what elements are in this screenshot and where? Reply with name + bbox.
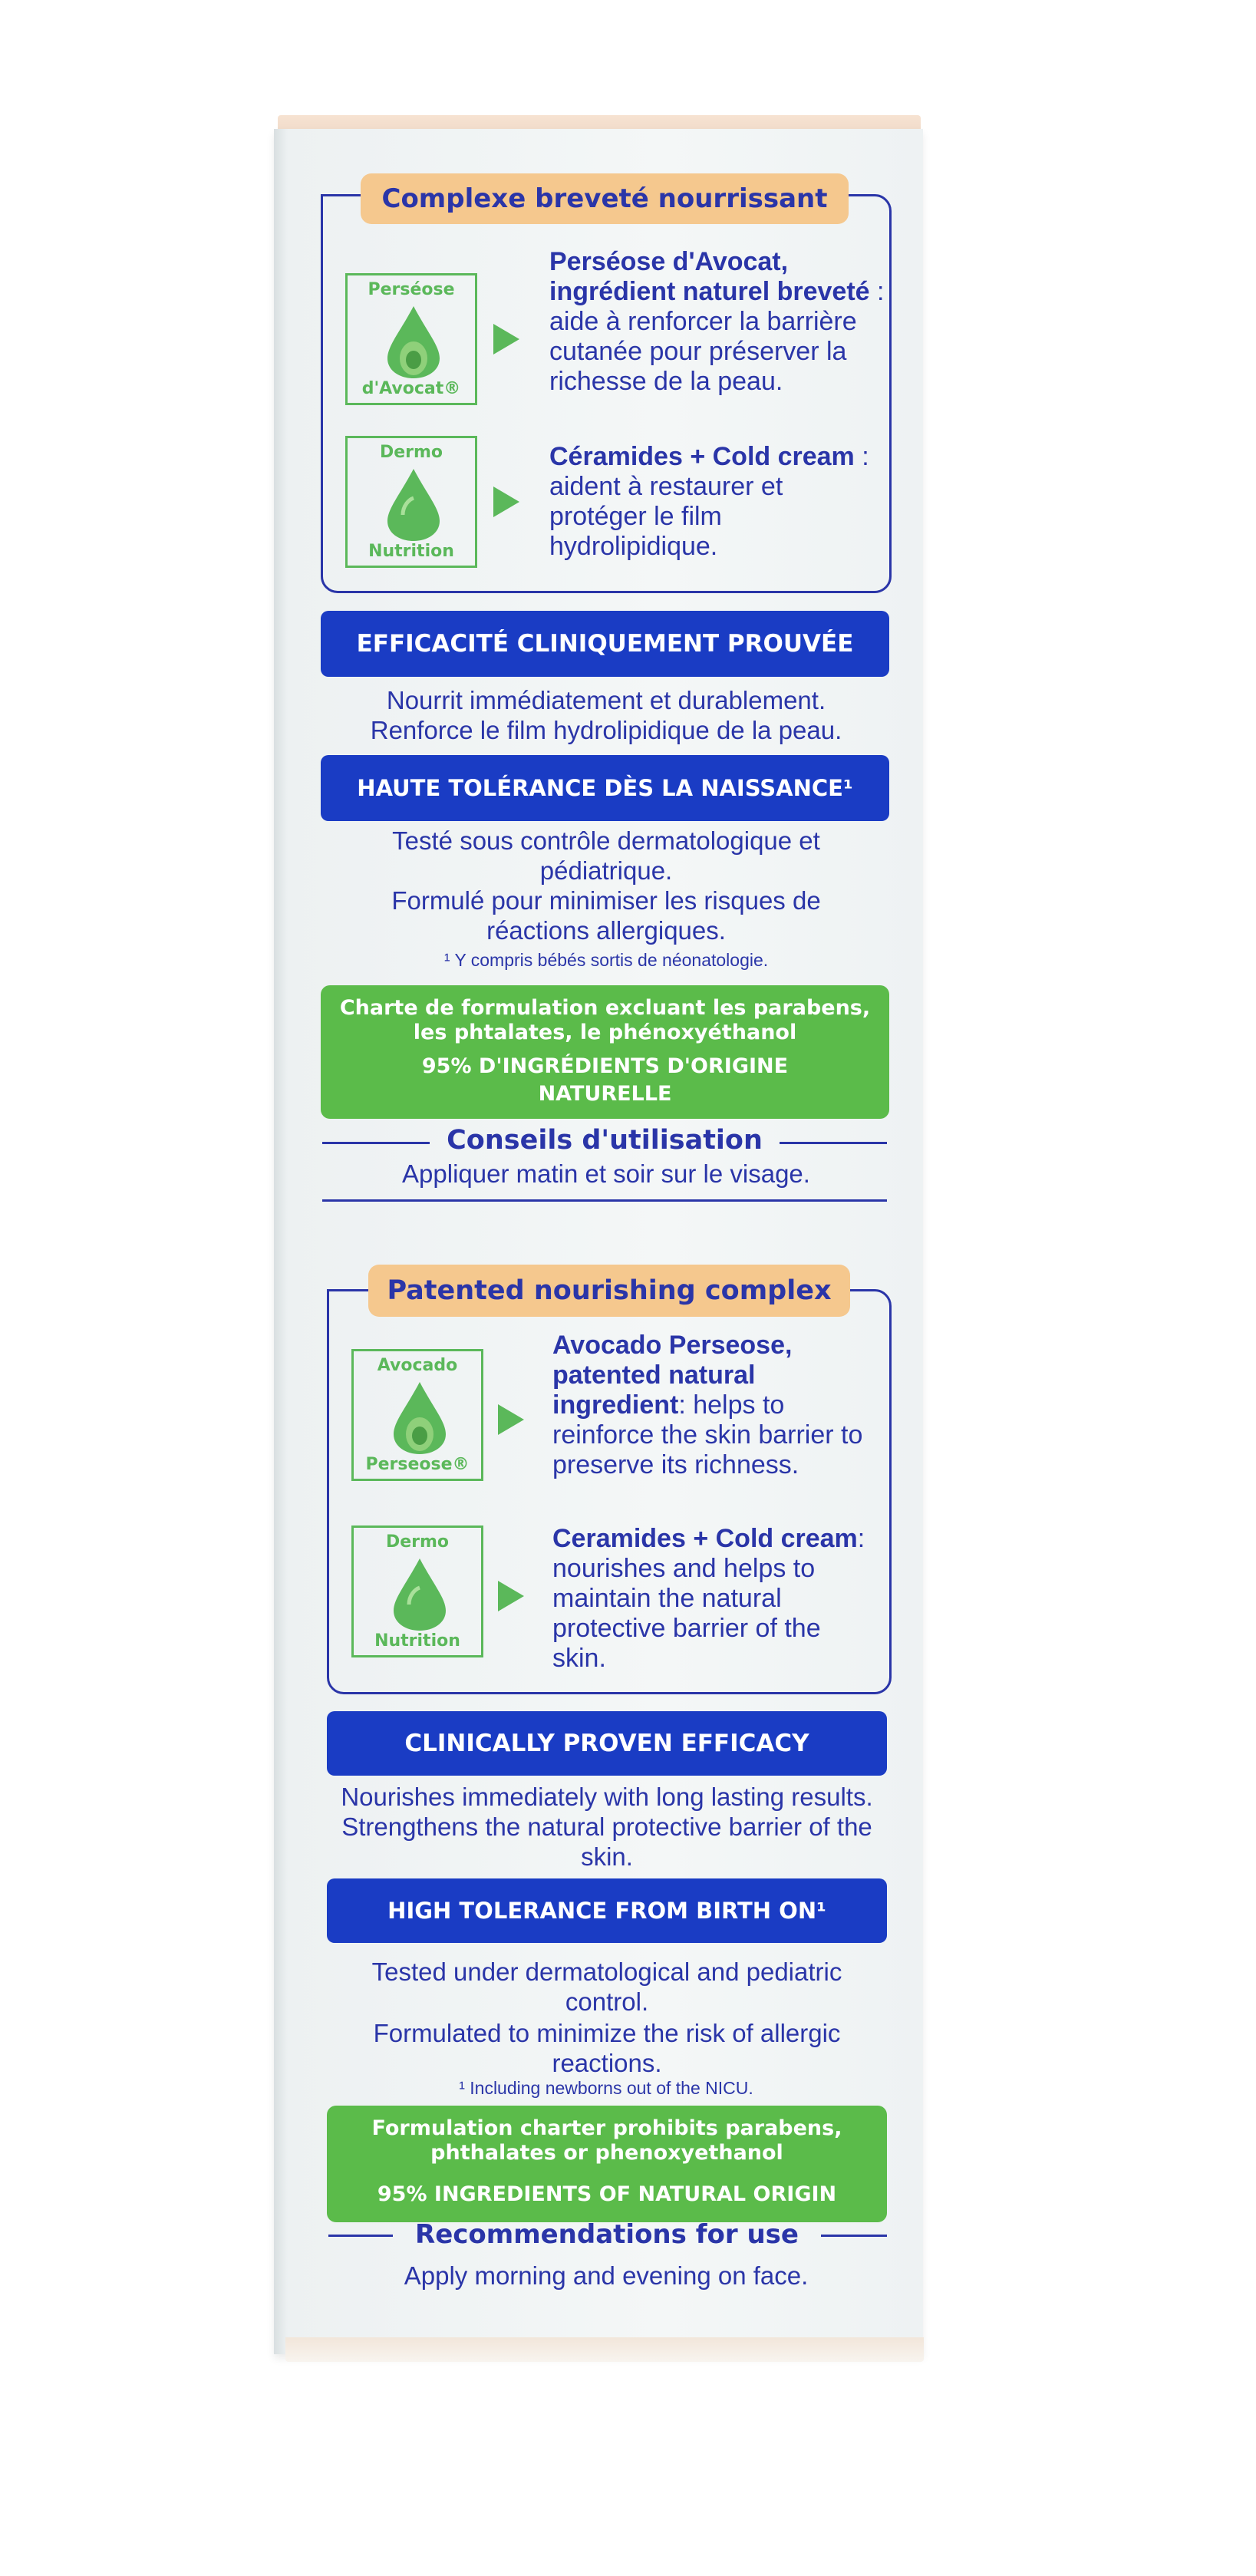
fr-badge-avocat [345,273,477,405]
en-badge-avocado [351,1349,483,1481]
fr-usage-rule-left [322,1142,430,1144]
fr-badge-dermo-bottom: Nutrition [368,542,454,561]
fr-usage-title: Conseils d'utilisation [447,1125,763,1156]
fr-efficacy-title: EFFICACITÉ CLINIQUEMENT PROUVÉE [321,611,889,677]
en-footnote: ¹ Including newborns out of the NICU. [459,2078,753,2098]
en-tolerance-line-1: Tested under dermatological and pediatric control. [371,1958,842,2016]
fr-ingredient-1-text: : aide à renforcer la barrière cutanée pour préserver la richesse de la peau. [549,277,885,396]
fr-badge-avocat-bottom: d'Avocat® [361,379,461,398]
arrow-icon [498,1581,524,1611]
en-ingredient-1-text: : helps to reinforce the skin barrier to preserve its richness. [552,1390,863,1479]
en-ingredient-1-bold: Avocado Perseose, patented natural ingredient [552,1331,793,1420]
arrow-icon [498,1404,524,1435]
en-usage-text: Apply morning and evening on face. [404,2261,809,2290]
en-efficacy-title: CLINICALLY PROVEN EFFICACY [327,1711,887,1776]
en-ingredient-2 [552,1524,875,1674]
fr-tolerance-line-2: Formulé pour minimiser les risques de réactions allergiques. [391,886,821,945]
fr-usage-text: Appliquer matin et soir sur le visage. [402,1159,810,1188]
en-badge-dermo-bottom: Nutrition [374,1631,460,1651]
fr-efficacy-line-1: Nourrit immédiatement et durablement. [386,686,826,714]
fr-ingredient-2-bold: Céramides + Cold cream [549,442,855,471]
fr-ingredient-2-text: : aident à restaurer et protéger le film hydrolipidique. [549,442,869,561]
en-tolerance-line-2: Formulated to minimize the risk of allergic reactions. [373,2019,841,2077]
fr-natural-line-1: 95% D'INGRÉDIENTS D'ORIGINE [421,1054,789,1078]
en-badge-dermo-top: Dermo [385,1532,450,1552]
fr-badge-dermo [345,436,477,568]
fr-natural-line-2: NATURELLE [538,1082,672,1106]
en-usage-title: Recommendations for use [415,2219,799,2250]
box-bottom-edge [285,2337,924,2362]
en-charter-box [327,2106,887,2222]
fr-charter-box [321,985,889,1119]
avocado-drop-icon [391,1380,449,1456]
fr-ingredient-1-bold: Perséose d'Avocat, ingrédient naturel breveté [549,247,870,306]
fr-tolerance-title: HAUTE TOLÉRANCE DÈS LA NAISSANCE¹ [321,755,889,821]
en-badge-avocado-top: Avocado [377,1356,458,1375]
en-usage-rule-right [821,2235,887,2237]
en-badge-avocado-bottom: Perseose® [365,1455,470,1474]
en-usage-rule-left [328,2235,393,2237]
fr-ingredient-2 [549,442,887,562]
en-charter-line-2: phthalates or phenoxyethanol [430,2141,783,2165]
fr-usage-rule-bottom [322,1199,887,1202]
water-drop-icon [384,467,443,543]
en-ingredient-2-text: : nourishes and helps to maintain the natural protective barrier of the skin. [552,1524,865,1673]
en-ingredient-2-bold: Ceramides + Cold cream [552,1524,858,1553]
fr-badge-dermo-top: Dermo [379,443,443,462]
avocado-drop-icon [384,305,443,380]
en-ingredient-1 [552,1331,875,1480]
water-drop-icon [391,1557,449,1632]
fr-charter-line-2: les phtalates, le phénoxyéthanol [413,1021,797,1044]
arrow-icon [493,487,519,517]
fr-tolerance-line-1: Testé sous contrôle dermatologique et pédiatrique. [392,826,820,885]
fr-usage-rule-right [780,1142,887,1144]
en-badge-dermo [351,1525,483,1657]
arrow-icon [493,324,519,355]
fr-badge-avocat-top: Perséose [368,280,455,299]
en-tolerance-title: HIGH TOLERANCE FROM BIRTH ON¹ [327,1878,887,1943]
fr-efficacy-line-2: Renforce le film hydrolipidique de la peau. [370,716,842,744]
fr-ingredient-1 [549,247,887,397]
en-efficacy-text: Nourishes immediately with long lasting results. Strengthens the natural protective barrier of the skin. [341,1783,873,1871]
fr-charter-line-1: Charte de formulation excluant les parabens, [339,996,871,1020]
en-complex-title: Patented nourishing complex [368,1265,850,1317]
en-natural-line-1: 95% INGREDIENTS OF NATURAL ORIGIN [377,2182,837,2206]
fr-complex-title: Complexe breveté nourrissant [361,173,849,224]
en-charter-line-1: Formulation charter prohibits parabens, [371,2116,842,2140]
fr-footnote: ¹ Y compris bébés sortis de néonatologie. [443,950,769,970]
